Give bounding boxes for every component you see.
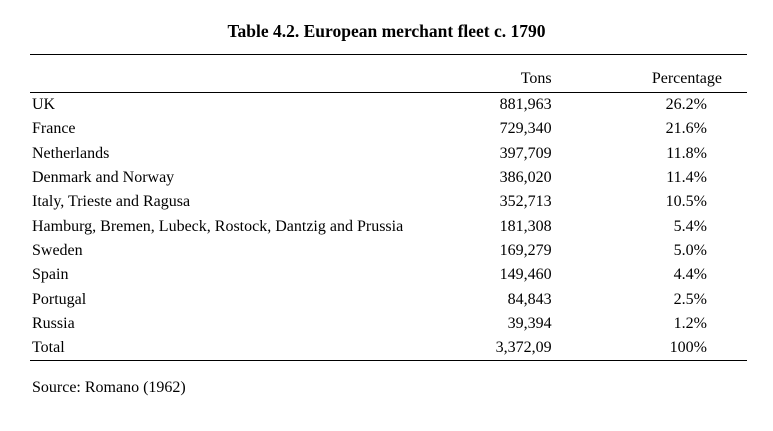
cell-country: Russia [32,314,75,332]
cell-country: Portugal [32,290,87,308]
table-row [30,239,747,263]
cell-tons: 181,308 [499,217,552,235]
cell-tons: 881,963 [499,96,552,114]
cell-country: UK [32,96,56,114]
cell-country: Italy, Trieste and Ragusa [32,193,191,211]
cell-tons: 169,279 [499,241,552,259]
cell-country: Hamburg, Bremen, Lubeck, Rostock, Dantzig and Prussia [32,217,404,235]
cell-percentage: 10.5% [665,193,707,211]
cell-percentage: 26.2% [665,96,707,114]
cell-percentage: 11.4% [666,169,707,187]
cell-percentage: 11.8% [666,144,707,162]
cell-country: Denmark and Norway [32,169,175,187]
cell-percentage: 5.4% [673,217,707,235]
merchant-fleet-table [30,54,747,361]
table-source-note: Source: Romano (1962) [32,379,186,396]
cell-percentage: 1.2% [673,314,707,332]
column-header-tons: Tons [520,70,552,87]
cell-percentage: 100% [669,339,707,357]
cell-tons: 84,843 [507,290,552,308]
table-row [30,93,747,118]
cell-tons: 729,340 [499,120,552,138]
cell-tons: 352,713 [499,193,552,211]
table-container [30,54,747,361]
column-header-country [30,55,464,93]
cell-percentage: 21.6% [665,120,707,138]
table-title: Table 4.2. European merchant fleet c. 1790 [227,21,546,41]
table-row [30,214,747,238]
table-header-row [30,55,747,93]
cell-percentage: 5.0% [673,241,707,259]
table-row [30,166,747,190]
cell-tons: 149,460 [499,266,552,284]
table-row [30,263,747,287]
cell-tons: 386,020 [499,169,552,187]
cell-country: Total [32,339,65,357]
cell-country: Netherlands [32,144,110,162]
cell-country: France [32,120,76,138]
cell-country: Spain [32,266,69,284]
table-row [30,312,747,336]
table-row [30,142,747,166]
column-header-percentage: Percentage [651,70,722,87]
cell-tons: 39,394 [507,314,552,332]
cell-country: Sweden [32,241,83,259]
table-row-total [30,336,747,361]
cell-percentage: 2.5% [673,290,707,308]
table-row [30,287,747,311]
cell-percentage: 4.4% [673,266,707,284]
cell-tons: 397,709 [499,144,552,162]
table-row [30,117,747,141]
table-row [30,190,747,214]
cell-tons: 3,372,09 [495,339,552,357]
